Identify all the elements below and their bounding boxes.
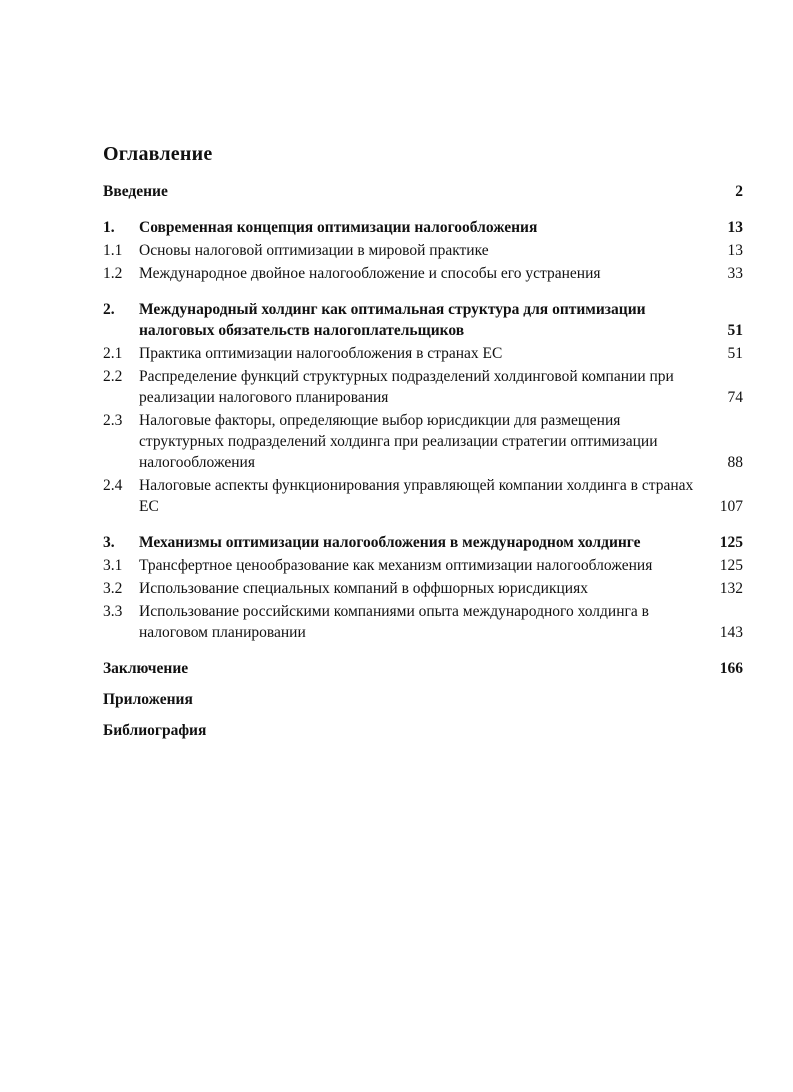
toc-entry-text: Налоговые аспекты функционирования управляющей компании холдинга в странах ЕС — [139, 477, 694, 515]
toc-entry-page: 166 — [719, 660, 743, 677]
toc-entry-number: 2.3 — [103, 412, 123, 429]
toc-entry-page: 88 — [727, 454, 743, 471]
toc-entry-page: 33 — [727, 265, 743, 282]
toc-entry-section-1-1[interactable] — [103, 240, 743, 261]
toc-entry-page: 125 — [719, 534, 743, 551]
toc-entry-introduction[interactable] — [103, 181, 743, 202]
toc-entry-text: Современная концепция оптимизации налогообложения — [139, 219, 538, 236]
toc-entry-section-3-2[interactable] — [103, 578, 743, 599]
toc-entry-page: 74 — [727, 389, 743, 406]
toc-entry-text: Распределение функций структурных подразделений холдинговой компании при реализации налогового планирования — [139, 368, 674, 406]
toc-entry-number: 1.1 — [103, 242, 123, 259]
toc-entry-chapter-1[interactable] — [103, 217, 743, 238]
toc-entry-text: Практика оптимизации налогообложения в странах ЕС — [139, 345, 503, 362]
toc-entry-appendices[interactable] — [103, 689, 743, 710]
toc-entry-page: 143 — [719, 624, 743, 641]
toc-entry-chapter-2[interactable] — [103, 299, 743, 341]
toc-entry-text: Основы налоговой оптимизации в мировой практике — [139, 242, 489, 259]
toc-entry-number: 2.1 — [103, 345, 123, 362]
toc-entry-section-2-1[interactable] — [103, 343, 743, 364]
toc-entry-text: Механизмы оптимизации налогообложения в международном холдинге — [139, 534, 641, 551]
toc-entry-page: 107 — [719, 498, 743, 515]
toc-entry-section-3-1[interactable] — [103, 555, 743, 576]
toc-entry-text: Использование специальных компаний в оффшорных юрисдикциях — [139, 580, 588, 597]
toc-entry-number: 3.2 — [103, 580, 123, 597]
toc-title: Оглавление — [103, 143, 213, 165]
toc-entry-number: 3. — [103, 534, 115, 551]
toc-entry-number: 2.2 — [103, 368, 123, 385]
toc-entry-bibliography[interactable] — [103, 720, 743, 741]
toc-entry-page: 13 — [727, 219, 743, 236]
toc-entry-page: 132 — [719, 580, 743, 597]
toc-entry-section-2-3[interactable] — [103, 410, 743, 473]
toc-entry-number: 1. — [103, 219, 115, 236]
toc-entry-chapter-3[interactable] — [103, 532, 743, 553]
toc-entry-text: Использование российскими компаниями опыта международного холдинга в налоговом планировании — [139, 603, 649, 641]
toc-entry-section-2-2[interactable] — [103, 366, 743, 408]
table-of-contents — [103, 181, 743, 741]
toc-entry-section-3-3[interactable] — [103, 601, 743, 643]
toc-entry-text: Библиография — [103, 722, 207, 739]
toc-entry-number: 3.1 — [103, 557, 123, 574]
toc-entry-page: 51 — [727, 345, 743, 362]
toc-entry-page: 2 — [735, 183, 743, 200]
toc-entry-number: 2. — [103, 301, 115, 318]
toc-entry-page: 13 — [727, 242, 743, 259]
toc-entry-section-2-4[interactable] — [103, 475, 743, 517]
toc-entry-number: 3.3 — [103, 603, 123, 620]
toc-entry-section-1-2[interactable] — [103, 263, 743, 284]
toc-entry-text: Введение — [103, 183, 168, 200]
toc-entry-text: Приложения — [103, 691, 193, 708]
toc-entry-text: Международный холдинг как оптимальная структура для оптимизации налоговых обязательств налогоплательщиков — [139, 301, 646, 339]
toc-entry-text: Заключение — [103, 660, 189, 677]
toc-entry-text: Международное двойное налогообложение и способы его устранения — [139, 265, 601, 282]
toc-entry-text: Трансфертное ценообразование как механизм оптимизации налогообложения — [139, 557, 653, 574]
toc-entry-conclusion[interactable] — [103, 658, 743, 679]
toc-entry-number: 2.4 — [103, 477, 123, 494]
toc-entry-page: 125 — [719, 557, 743, 574]
toc-entry-page: 51 — [727, 322, 743, 339]
toc-entry-number: 1.2 — [103, 265, 123, 282]
toc-entry-text: Налоговые факторы, определяющие выбор юрисдикции для размещения структурных подразделений холдинга при реализации стратегии оптимизации налогообложения — [139, 412, 658, 471]
